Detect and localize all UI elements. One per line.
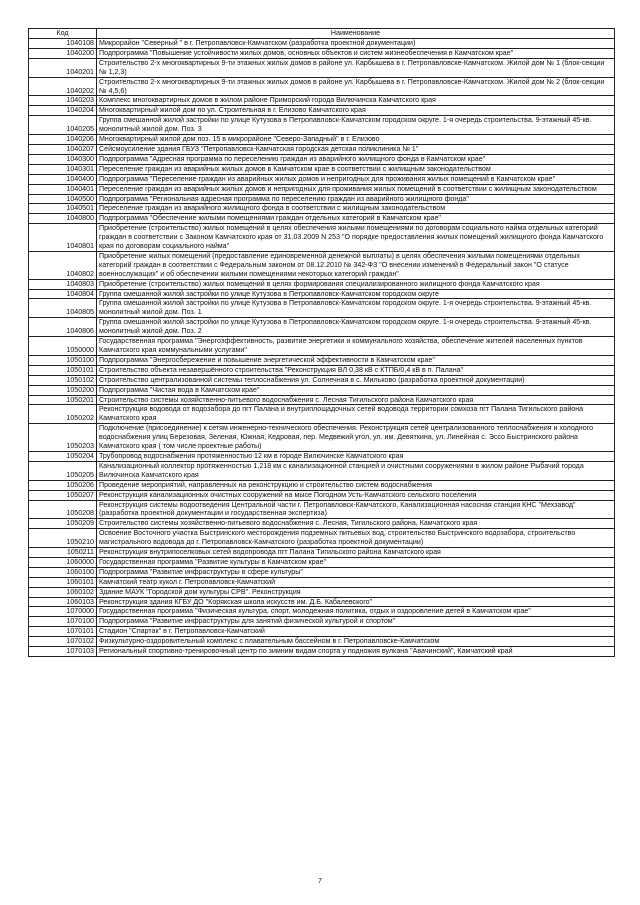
table-row: [29, 607, 615, 617]
table-row: [29, 48, 615, 58]
table-row: [29, 597, 615, 607]
table-row: [29, 637, 615, 647]
row-name: Подпрограмма "Развитие инфраструктуры для занятий физической культурой и спортом": [97, 617, 615, 627]
row-name: Канализационный коллектор протяженностью 1,218 км с канализационной станцией и очистными сооружениями в жилом районе Рыбачий города Вилючинска Камчатского края: [97, 461, 615, 480]
table-row: [29, 144, 615, 154]
row-name: Строительство объекта незавершённого строительства "Реконструкция ВЛ 0,38 кВ с КТПБ/0,4 кВ в п. Палана": [97, 365, 615, 375]
row-name: Подпрограмма "Обеспечение жилыми помещениями граждан отдельных категорий в Камчатском крае": [97, 214, 615, 224]
table-row: [29, 116, 615, 135]
row-name: Группа смешанной жилой застройки по улице Кутузова в Петропавловск-Камчатском городском округе: [97, 289, 615, 299]
row-code: 1060101: [29, 577, 97, 587]
table-row: [29, 204, 615, 214]
row-name: Переселение граждан из аварийных жилых домов в Камчатском крае в соответствии с жилищным законодательством: [97, 164, 615, 174]
row-code: 1060103: [29, 597, 97, 607]
row-code: 1050208: [29, 500, 97, 519]
table-row: [29, 77, 615, 96]
row-code: 1040803: [29, 279, 97, 289]
table-row: [29, 461, 615, 480]
row-name: Здание МАУК "Городской дом культуры СРВ". Реконструкция: [97, 587, 615, 597]
row-code: 1050206: [29, 480, 97, 490]
row-name: Переселение граждан из аварийных жилых домов и непригодных для проживания жилых помещений в соответствии с жилищным законодательством: [97, 184, 615, 194]
row-code: 1040800: [29, 214, 97, 224]
row-code: 1050203: [29, 424, 97, 452]
row-name: Строительство 2-х многоквартирных 9-ти этажных жилых домов в районе ул. Карбышева в г. Петропавловске-Камчатском. Жилой дом № 1 (блок-секции № 1,2,3): [97, 58, 615, 77]
table-row: [29, 224, 615, 252]
row-code: 1050207: [29, 490, 97, 500]
row-name: Реконструкция внутрипоселковых сетей водопровода пгт Палана Тигильского района Камчатского края: [97, 548, 615, 558]
table-row: [29, 184, 615, 194]
row-name: Приобретение (строительство) жилых помещений в целях обеспечения жилыми помещениями по договорам социального найма отдельных категорий граждан в соответствии с Законом Камчатского края от 31.03.2009 N 253 "О порядке предоставления жилых помещений жилищного фонда Камчатского края по договорам социального найма": [97, 224, 615, 252]
row-name: Реконструкция системы водоотведения Центральной части г. Петропавловск-Камчатского, Канализационная насосная станция КНС "Мехзавод" (разработка проектной документации и государственная экспертиза): [97, 500, 615, 519]
row-code: 1040805: [29, 299, 97, 318]
table-row: [29, 567, 615, 577]
table-row: [29, 289, 615, 299]
row-code: 1050204: [29, 451, 97, 461]
table-row: [29, 529, 615, 548]
table-row: [29, 405, 615, 424]
row-name: Реконструкция здания КГБУ ДО "Корякская школа искусств им. Д.Б. Кабалевского": [97, 597, 615, 607]
row-code: 1060100: [29, 567, 97, 577]
row-code: 1050202: [29, 405, 97, 424]
row-code: 1060000: [29, 557, 97, 567]
document-page: [28, 28, 614, 657]
table-row: [29, 647, 615, 657]
row-name: Подпрограмма "Энергосбережение и повышение энергетической эффективности в Камчатском крае": [97, 355, 615, 365]
row-code: 1050210: [29, 529, 97, 548]
row-name: Подпрограмма "Развитие инфраструктуры в сфере культуры": [97, 567, 615, 577]
row-code: 1050100: [29, 355, 97, 365]
row-name: Многоквартирный жилой дом поз. 15 в микрорайоне "Северо-Западный" в г. Елизово: [97, 135, 615, 145]
row-name: Микрорайон "Северный " в г. Петропавловск-Камчатском (разработка проектной документации): [97, 39, 615, 49]
table-row: [29, 355, 615, 365]
row-code: 1040400: [29, 174, 97, 184]
row-code: 1040501: [29, 204, 97, 214]
table-row: [29, 174, 615, 184]
table-row: [29, 214, 615, 224]
row-code: 1050211: [29, 548, 97, 558]
table-row: [29, 106, 615, 116]
row-code: 1040108: [29, 39, 97, 49]
table-row: [29, 617, 615, 627]
row-name: Приобретение жилых помещений (предоставление единовременной денежной выплаты) в целях обеспечения жилыми помещениями отдельных категорий граждан в соответствии с Федеральным законом от 08.12.2010 № 342-ФЗ "О внесении изменений в Федеральный закон "О статусе военнослужащих" и об обеспечении жилыми помещениями некоторых категорий граждан": [97, 251, 615, 279]
table-row: [29, 587, 615, 597]
row-code: 1040806: [29, 318, 97, 337]
row-code: 1050101: [29, 365, 97, 375]
row-name: Физкультурно-оздоровительный комплекс с плавательным бассейном в г. Петропавловске-Камчатском: [97, 637, 615, 647]
page-number: 7: [318, 878, 322, 885]
row-code: 1040401: [29, 184, 97, 194]
row-name: Строительство системы хозяйственно-питьевого водоснабжения с. Лесная Тигильского района Камчатского края: [97, 395, 615, 405]
row-code: 1040207: [29, 144, 97, 154]
name-column-header: Наименование: [97, 29, 615, 39]
table-row: [29, 577, 615, 587]
row-name: Многоквартирный жилой дом по ул. Строительная в г. Елизово Камчатского края: [97, 106, 615, 116]
row-name: Реконструкция водовода от водозабора до пгт Палана и внутриплощадочных сетей водовода территории сомхоза пгт Палана Тигильского района Камчатского края: [97, 405, 615, 424]
row-code: 1050000: [29, 337, 97, 356]
row-code: 1040201: [29, 58, 97, 77]
code-column-header: Код: [29, 29, 97, 39]
table-row: [29, 299, 615, 318]
row-code: 1050200: [29, 385, 97, 395]
row-code: 1040801: [29, 224, 97, 252]
row-code: 1040204: [29, 106, 97, 116]
table-row: [29, 39, 615, 49]
row-name: Подпрограмма "Адресная программа по переселению граждан из аварийного жилищного фонда в Камчатском крае": [97, 154, 615, 164]
row-code: 1040301: [29, 164, 97, 174]
row-name: Комплекс многоквартирных домов в жилом районе Приморский города Вилючинска Камчатского края: [97, 96, 615, 106]
table-row: [29, 480, 615, 490]
row-name: Подпрограмма "Чистая вода в Камчатском крае": [97, 385, 615, 395]
table-row: [29, 424, 615, 452]
row-code: 1070102: [29, 637, 97, 647]
row-name: Трубопровод водоснабжения протяженностью 12 км в городе Вилючинске Камчатского края: [97, 451, 615, 461]
row-code: 1040802: [29, 251, 97, 279]
row-code: 1040205: [29, 116, 97, 135]
budget-classification-table: [28, 28, 615, 657]
row-code: 1070000: [29, 607, 97, 617]
row-name: Группа смешанной жилой застройки по улице Кутузова в Петропавловск-Камчатском городском округе. 1-я очередь строительства. 9-этажный 45-кв. монолитный жилой дом. Поз. 1: [97, 299, 615, 318]
row-name: Реконструкция канализационных очистных сооружений на мысе Погодном Усть-Камчатского сельского поселения: [97, 490, 615, 500]
table-row: [29, 548, 615, 558]
table-row: [29, 557, 615, 567]
row-name: Переселение граждан из аварийного жилищного фонда в соответствии с жилищным законодательством: [97, 204, 615, 214]
row-code: 1060102: [29, 587, 97, 597]
row-code: 1070100: [29, 617, 97, 627]
table-row: [29, 500, 615, 519]
table-row: [29, 395, 615, 405]
row-code: 1040804: [29, 289, 97, 299]
table-header-row: [29, 29, 615, 39]
row-code: 1040206: [29, 135, 97, 145]
row-name: Подпрограмма "Переселение граждан из аварийных жилых домов и непригодных для проживания жилых помещений в Камчатском крае": [97, 174, 615, 184]
row-name: Строительство 2-х многоквартирных 9-ти этажных жилых домов в районе ул. Карбышева в г. Петропавловске-Камчатском. Жилой дом № 2 (блок-секции № 4,5,6): [97, 77, 615, 96]
row-code: 1070103: [29, 647, 97, 657]
row-name: Стадион "Спартак" в г. Петропавловск-Камчатский: [97, 627, 615, 637]
row-name: Группа смешанной жилой застройки по улице Кутузова в Петропавловск-Камчатском городском округе. 1-я очередь строительства. 9-этажный 45-кв. монолитный жилой дом. Поз. 3: [97, 116, 615, 135]
table-row: [29, 365, 615, 375]
row-code: 1040300: [29, 154, 97, 164]
table-body: [29, 39, 615, 657]
row-code: 1040500: [29, 194, 97, 204]
table-row: [29, 135, 615, 145]
table-row: [29, 490, 615, 500]
row-code: 1070101: [29, 627, 97, 637]
table-row: [29, 154, 615, 164]
row-name: Проведение мероприятий, направленных на реконструкцию и строительство систем водоснабжения: [97, 480, 615, 490]
row-name: Строительство централизованной системы теплоснабжения ул. Солнечная в с. Мильково (разработка проектной документации): [97, 375, 615, 385]
row-code: 1050102: [29, 375, 97, 385]
row-name: Группа смешанной жилой застройки по улице Кутузова в Петропавловск-Камчатском городском округе. 1-я очередь строительства. 9-этажный 45-кв. монолитный жилой дом. Поз. 2: [97, 318, 615, 337]
row-code: 1040202: [29, 77, 97, 96]
row-name: Государственная программа "Физическая культура, спорт, молодежная политика, отдых и оздоровление детей в Камчатском крае": [97, 607, 615, 617]
table-row: [29, 194, 615, 204]
row-code: 1040200: [29, 48, 97, 58]
table-row: [29, 627, 615, 637]
row-code: 1050201: [29, 395, 97, 405]
table-row: [29, 318, 615, 337]
row-name: Строительство системы хозяйственно-питьевого водоснабжения с. Лесная, Тигильского района, Камчатского края: [97, 519, 615, 529]
table-row: [29, 451, 615, 461]
table-row: [29, 251, 615, 279]
row-name: Региональный спортивно-тренировочный центр по зимним видам спорта у подножия вулкана "Авачинский", Камчатский край: [97, 647, 615, 657]
table-row: [29, 375, 615, 385]
row-name: Подпрограмма "Региональная адресная программа по переселению граждан из аварийного жилищного фонда": [97, 194, 615, 204]
table-row: [29, 279, 615, 289]
row-name: Камчатский театр кукол г. Петропавловск-Камчатский: [97, 577, 615, 587]
row-code: 1040203: [29, 96, 97, 106]
row-name: Подпрограмма "Повышение устойчивости жилых домов, основных объектов и систем жизнеобеспечения в Камчатском крае": [97, 48, 615, 58]
row-name: Приобретение (строительство) жилых помещений в целях формирования специализированного жилищного фонда Камчатского края: [97, 279, 615, 289]
row-code: 1050209: [29, 519, 97, 529]
table-row: [29, 385, 615, 395]
row-code: 1050205: [29, 461, 97, 480]
row-name: Сейсмоусиление здания ГБУЗ "Петропавловск-Камчатская городская детская поликлиника № 1": [97, 144, 615, 154]
table-row: [29, 96, 615, 106]
row-name: Подключение (присоединение) к сетям инженерно-технического обеспечения. Реконструкция сетей централизованного теплоснабжения и холодного водоснабжения улиц Березовая, Зеленая, Южная, Кедровая, пер. Медвежий угол, ул. им. Девяткина, ул. Линейная с. Эссо Быстринского района Камчатского края ( том числе проектные работы): [97, 424, 615, 452]
table-row: [29, 519, 615, 529]
row-name: Государственная программа "Развитие культуры в Камчатском крае": [97, 557, 615, 567]
row-name: Государственная программа "Энергоэффективность, развитие энергетики и коммунального хозяйства, обеспечение жителей населенных пунктов Камчатского края коммунальными услугами": [97, 337, 615, 356]
table-row: [29, 337, 615, 356]
table-row: [29, 58, 615, 77]
table-row: [29, 164, 615, 174]
row-name: Освоение Восточного участка Быстринского месторождения подземных питьевых вод, строительство Быстринского водозабора, строительство магистрального водовода до г. Петропавловск-Камчатского (разработка проектной документации): [97, 529, 615, 548]
